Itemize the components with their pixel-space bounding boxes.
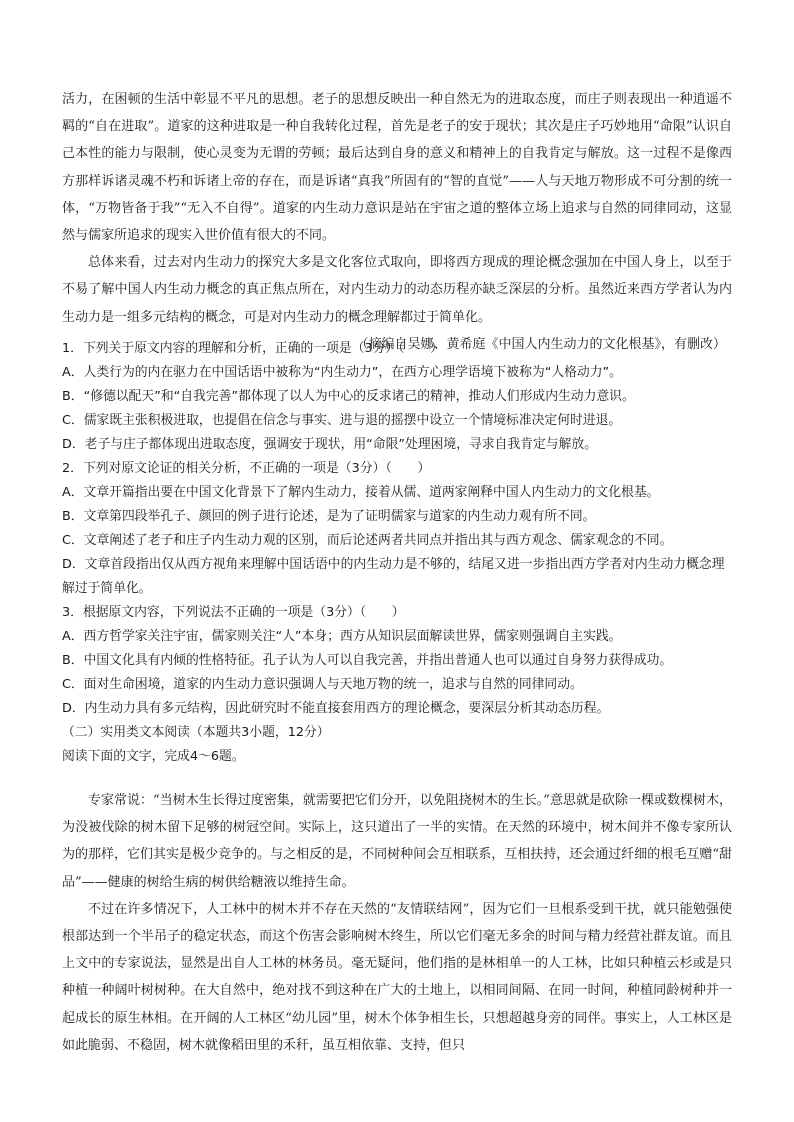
option-a: A．文章开篇指出要在中国文化背景下了解内生动力，接着从儒、道两家阐释中国人内生动力的文化根基。 — [62, 485, 660, 500]
option-a: A．人类行为的内在驱力在中国话语中被称为“内生动力”，在西方心理学语境下被称为“人格动力”。 — [62, 365, 622, 380]
question-1 — [62, 337, 732, 457]
question-stem: 1．下列关于原文内容的理解和分析，正确的一项是（3分）（ ） — [62, 341, 443, 356]
question-2 — [62, 457, 732, 601]
option-c: C．面对生命困境，道家的内生动力意识强调人与天地万物的统一，追求与自然的同律同动。 — [62, 677, 583, 692]
passage-paragraph-summary: 总体来看，过去对内生动力的探究大多是文化客位式取向，即将西方现成的理论概念强加在中国人身上，以至于不易了解中国人内生动力概念的真正焦点所在，对内生动力的动态历程亦缺乏深层的分析。虽然近来西方学者认为内生动力是一组多元结构的概念，可是对内生动力的概念理解都过于简单化。 — [62, 255, 732, 325]
option-b: B．中国文化具有内倾的性格特征。孔子认为人可以自我完善，并指出普通人也可以通过自身努力获得成功。 — [62, 653, 673, 668]
section-instruction: 阅读下面的文字，完成4～6题。 — [62, 749, 245, 764]
passage-paragraph-plantation: 不过在许多情况下，人工林中的树木并不存在天然的“友情联结网”，因为它们一旦根系受到干扰，就只能勉强使根部达到一个半吊子的稳定状态，而这个伤害会影响树木终生，所以它们毫无多余的时间与精力经营社群友谊。而且上文中的专家说法，显然是出自人工林的林务员。毫无疑问，他们指的是林相单一的人工林，比如只种植云杉或是只种植一种阔叶树树种。在大自然中，绝对找不到这种在广大的土地上，以相同间隔、在同一时间，种植同龄树种并一起成长的原生林相。在开阔的人工林区“幼儿园”里，树木个体争相生长，只想超越身旁的同伴。事实上，人工林区是如此脆弱、不稳固，树木就像稻田里的禾秆，虽互相依靠、支持，但只 — [62, 901, 732, 1053]
option-d: D．文章首段指出仅从西方视角来理解中国话语中的内生动力是不够的，结尾又进一步指出西方学者对内生动力概念理解过于简单化。 — [62, 557, 725, 596]
passage-source: （摘编自吴娜、黄希庭《中国人内生动力的文化根基》，有删改） — [355, 336, 726, 352]
option-d: D．老子与庄子都体现出进取态度，强调安于现状，用“命限”处理困境，寻求自我肯定与解放。 — [62, 437, 597, 452]
section-heading: （二）实用类文本阅读（本题共3小题，12分） — [62, 725, 330, 740]
option-b: B．“修德以配天”和“自我完善”都体现了以人为中心的反求诸己的精神，推动人们形成内生动力意识。 — [62, 389, 635, 404]
questions-section — [62, 337, 732, 769]
question-stem: 3．根据原文内容，下列说法不正确的一项是（3分）（ ） — [62, 605, 405, 620]
option-a: A．西方哲学家关注宇宙，儒家则关注“人”本身；西方从知识层面解读世界，儒家则强调自主实践。 — [62, 629, 622, 644]
question-3 — [62, 601, 732, 721]
passage-continued — [62, 86, 732, 358]
passage-paragraph-daoism: 活力，在困顿的生活中彰显不平凡的思想。老子的思想反映出一种自然无为的进取态度，而庄子则表现出一种逍遥不羁的“自在进取”。道家的这种进取是一种自我转化过程，首先是老子的安于现状；其次是庄子巧妙地用“命限”认识自己本性的能力与限制，使心灵变为无谓的劳顿；最后达到自身的意义和精神上的自我肯定与解放。这一过程不是像西方那样诉诸灵魂不朽和诉诸上帝的存在，而是诉诸“真我”所固有的“智的直觉”——人与天地万物形成不可分割的统一体，“万物皆备于我”“无入不自得”。道家的内生动力意识是站在宇宙之道的整体立场上追求与自然的同律同动，这显然与儒家所追求的现实入世价值有很大的不同。 — [62, 92, 732, 244]
passage-2 — [62, 787, 732, 1059]
option-c: C．儒家既主张积极进取，也提倡在信念与事实、进与退的摇摆中设立一个情境标准决定何时进退。 — [62, 413, 622, 428]
option-d: D．内生动力具有多元结构，因此研究时不能直接套用西方的理论概念，要深层分析其动态历程。 — [62, 701, 610, 716]
passage-paragraph-expert: 专家常说：“当树木生长得过度密集，就需要把它们分开，以免阻挠树木的生长。”意思就是砍除一棵或数棵树木，为没被伐除的树木留下足够的树冠空间。实际上，这只道出了一半的实情。在天然的环境中，树木间并不像专家所认为的那样，它们其实是极少竞争的。与之相反的是，不同树种间会互相联系，互相扶持，还会通过纤细的根毛互赠“甜品”——健康的树给生病的树供给糖液以维持生命。 — [62, 793, 732, 890]
question-stem: 2．下列对原文论证的相关分析，不正确的一项是（3分）（ ） — [62, 461, 431, 476]
option-b: B．文章第四段举孔子、颜回的例子进行论述，是为了证明儒家与道家的内生动力观有所不同。 — [62, 509, 596, 524]
option-c: C．文章阐述了老子和庄子内生动力观的区别，而后论述两者共同点并指出其与西方观念、儒家观念的不同。 — [62, 533, 673, 548]
